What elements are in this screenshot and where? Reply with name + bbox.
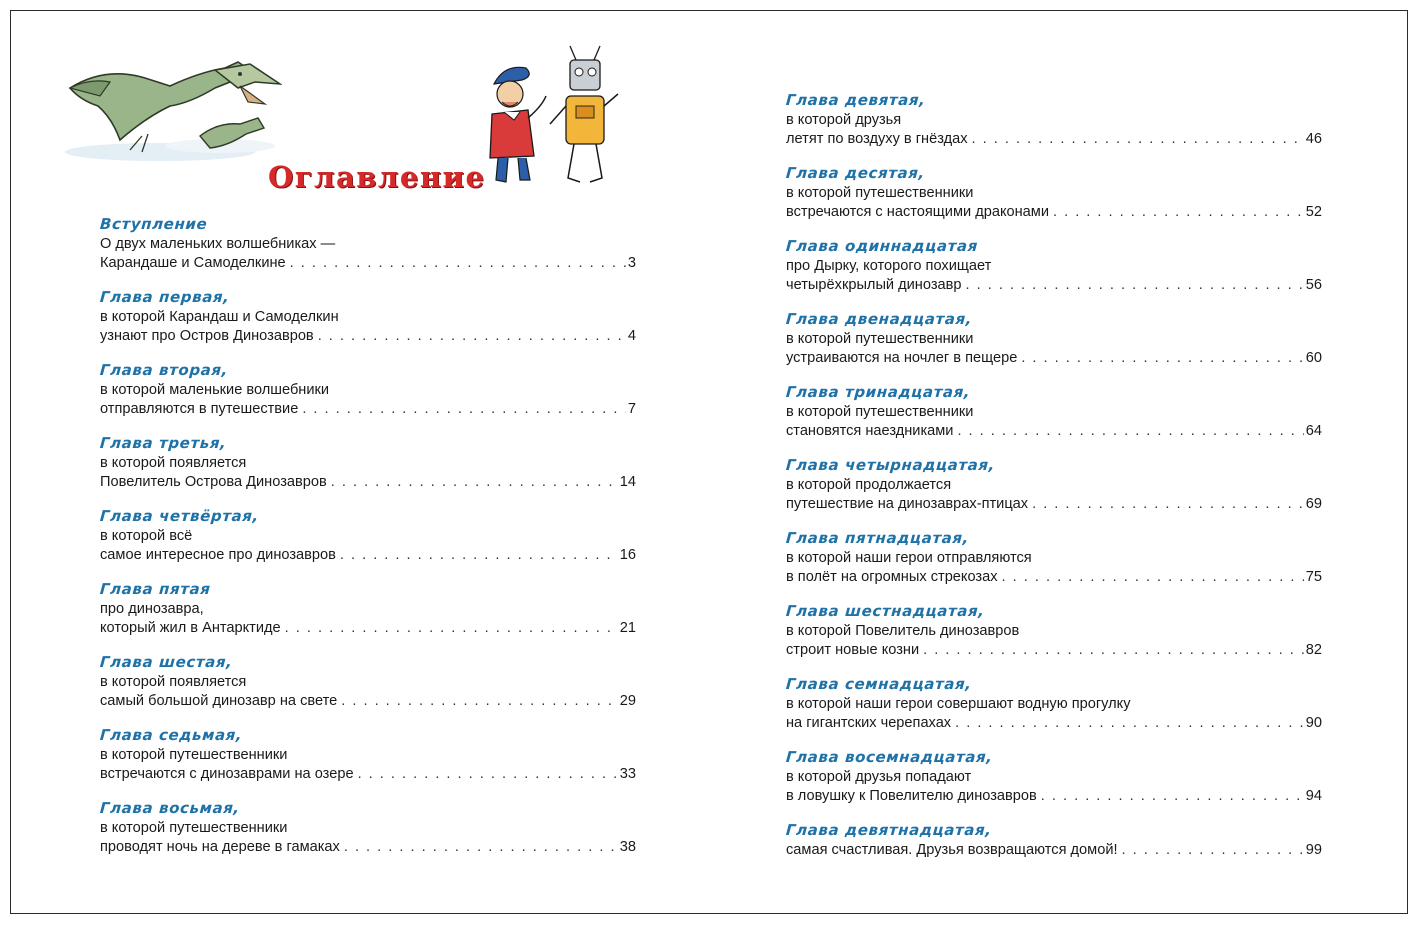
chapter-subtitle-text: Карандаше и Самоделкине: [100, 255, 286, 271]
page-number: 69: [1305, 496, 1322, 512]
toc-entry: [100, 433, 636, 506]
dot-leader: [1021, 349, 1303, 368]
chapter-subtitle-text: летят по воздуху в гнёздах: [786, 131, 968, 147]
chapter-subtitle-last-line: [100, 765, 636, 784]
chapter-subtitle-text: отправляются в путешествие: [100, 401, 299, 417]
chapter-subtitle-line: О двух маленьких волшебниках —: [100, 236, 336, 252]
page-number: 14: [619, 474, 636, 490]
chapter-subtitle-last-line: [786, 714, 1322, 733]
chapter-subtitle-text: строит новые козни: [786, 642, 920, 658]
chapter-heading: Глава третья,: [99, 434, 228, 452]
page-number: 60: [1305, 350, 1322, 366]
chapter-subtitle-text: четырёхкрылый динозавр: [786, 277, 962, 293]
chapter-subtitle-line: в которой путешественники: [786, 404, 974, 420]
dot-leader: [957, 422, 1303, 441]
chapter-subtitle-last-line: [786, 787, 1322, 806]
chapter-subtitle-last-line: [100, 473, 636, 492]
chapter-subtitle-text: становятся наездниками: [786, 423, 954, 439]
toc-entry: [786, 382, 1322, 455]
chapter-subtitle-line: в которой наши герои отправляются: [786, 550, 1032, 566]
toc-entry: [100, 652, 636, 725]
chapter-subtitle-text: узнают про Остров Динозавров: [100, 328, 314, 344]
page-number: 64: [1305, 423, 1322, 439]
dot-leader: [318, 327, 626, 346]
chapter-heading: Глава пятнадцатая,: [785, 529, 970, 547]
dot-leader: [340, 546, 618, 565]
chapter-heading: Глава шестнадцатая,: [785, 602, 986, 620]
chapter-subtitle-line: в которой друзья попадают: [786, 769, 972, 785]
chapter-heading: Глава седьмая,: [99, 726, 243, 744]
toc-entry: [786, 90, 1322, 163]
toc-entry: [100, 725, 636, 798]
chapter-subtitle-line: в которой путешественники: [100, 820, 288, 836]
chapter-heading: Глава двенадцатая,: [785, 310, 973, 328]
dot-leader: [966, 276, 1304, 295]
chapter-subtitle-text: встречаются с настоящими драконами: [786, 204, 1049, 220]
toc-entry: [786, 820, 1322, 893]
chapter-subtitle-line: в которой наши герои совершают водную прогулку: [786, 696, 1131, 712]
dot-leader: [1041, 787, 1304, 806]
dot-leader: [1032, 495, 1304, 514]
chapter-subtitle-text: который жил в Антарктиде: [100, 620, 281, 636]
dot-leader: [358, 765, 618, 784]
chapter-subtitle-text: Повелитель Острова Динозавров: [100, 474, 327, 490]
chapter-heading: Глава четырнадцатая,: [785, 456, 996, 474]
toc-entry: [786, 601, 1322, 674]
chapter-subtitle-line: в которой появляется: [100, 455, 247, 471]
chapter-subtitle-text: в полёт на огромных стрекозах: [786, 569, 998, 585]
toc-right-column: [786, 90, 1322, 893]
toc-entry: [100, 214, 636, 287]
chapter-subtitle-last-line: [100, 327, 636, 346]
dot-leader: [955, 714, 1304, 733]
chapter-subtitle-last-line: [100, 838, 636, 857]
toc-entry: [786, 674, 1322, 747]
page-number: 94: [1305, 788, 1322, 804]
chapter-subtitle-line: в которой путешественники: [786, 185, 974, 201]
toc-entry: [100, 798, 636, 871]
chapter-subtitle-last-line: [786, 495, 1322, 514]
chapter-subtitle-last-line: [100, 692, 636, 711]
dot-leader: [1002, 568, 1304, 587]
chapter-subtitle-text: проводят ночь на дереве в гамаках: [100, 839, 340, 855]
chapter-subtitle-last-line: [786, 276, 1322, 295]
page-number: 29: [619, 693, 636, 709]
toc-entry: [786, 455, 1322, 528]
pterodactyl-illustration: [50, 48, 282, 166]
chapter-heading: Глава вторая,: [99, 361, 229, 379]
chapter-subtitle-last-line: [786, 422, 1322, 441]
dot-leader: [285, 619, 618, 638]
page-number: 46: [1305, 131, 1322, 147]
page-number: 99: [1305, 842, 1322, 858]
karandash-samodelkin-illustration: [484, 44, 622, 190]
chapter-subtitle-line: в которой друзья: [786, 112, 902, 128]
dot-leader: [302, 400, 626, 419]
page-number: 82: [1305, 642, 1322, 658]
chapter-subtitle-last-line: [786, 641, 1322, 660]
chapter-subtitle-line: в которой путешественники: [100, 747, 288, 763]
toc-entry: [786, 236, 1322, 309]
chapter-heading: Глава четвёртая,: [99, 507, 260, 525]
chapter-subtitle-text: путешествие на динозаврах-птицах: [786, 496, 1029, 512]
chapter-subtitle-text: встречаются с динозаврами на озере: [100, 766, 354, 782]
chapter-subtitle-line: в которой продолжается: [786, 477, 952, 493]
chapter-subtitle-text: самая счастливая. Друзья возвращаются домой!: [786, 842, 1118, 858]
chapter-subtitle-line: в которой появляется: [100, 674, 247, 690]
dot-leader: [341, 692, 618, 711]
chapter-subtitle-line: в которой маленькие волшебники: [100, 382, 330, 398]
dot-leader: [972, 130, 1304, 149]
page-number: 4: [627, 328, 636, 344]
chapter-heading: Глава семнадцатая,: [785, 675, 973, 693]
page-number: 3: [627, 255, 636, 271]
toc-entry: [786, 309, 1322, 382]
chapter-subtitle-text: в ловушку к Повелителю динозавров: [786, 788, 1037, 804]
chapter-heading: Глава первая,: [99, 288, 231, 306]
toc-left-column: [100, 214, 636, 871]
dot-leader: [1122, 841, 1304, 860]
page-number: 38: [619, 839, 636, 855]
chapter-heading: Глава пятая: [99, 580, 212, 598]
chapter-subtitle-text: на гигантских черепахах: [786, 715, 952, 731]
toc-entry: [100, 579, 636, 652]
dot-leader: [290, 254, 626, 273]
chapter-heading: Глава девятнадцатая,: [785, 821, 993, 839]
page-number: 33: [619, 766, 636, 782]
chapter-heading: Вступление: [99, 215, 209, 233]
chapter-subtitle-text: устраиваются на ночлег в пещере: [786, 350, 1018, 366]
chapter-heading: Глава десятая,: [785, 164, 926, 182]
dot-leader: [344, 838, 618, 857]
page-number: 75: [1305, 569, 1322, 585]
chapter-subtitle-line: в которой путешественники: [786, 331, 974, 347]
chapter-heading: Глава восьмая,: [99, 799, 241, 817]
chapter-heading: Глава тринадцатая,: [785, 383, 971, 401]
chapter-subtitle-last-line: [786, 568, 1322, 587]
toc-entry: [100, 506, 636, 579]
chapter-subtitle-text: самый большой динозавр на свете: [100, 693, 338, 709]
chapter-subtitle-last-line: [786, 349, 1322, 368]
toc-entry: [100, 360, 636, 433]
page-title: Оглавление: [268, 160, 486, 194]
dot-leader: [923, 641, 1304, 660]
chapter-subtitle-last-line: [100, 546, 636, 565]
page-number: 90: [1305, 715, 1322, 731]
page-number: 56: [1305, 277, 1322, 293]
dot-leader: [331, 473, 618, 492]
chapter-subtitle-line: в которой всё: [100, 528, 193, 544]
chapter-subtitle-line: про динозавра,: [100, 601, 204, 617]
chapter-subtitle-last-line: [786, 841, 1322, 860]
chapter-subtitle-line: в которой Карандаш и Самоделкин: [100, 309, 339, 325]
dot-leader: [1053, 203, 1304, 222]
chapter-subtitle-last-line: [100, 619, 636, 638]
chapter-subtitle-last-line: [786, 203, 1322, 222]
chapter-subtitle-last-line: [786, 130, 1322, 149]
chapter-subtitle-line: в которой Повелитель динозавров: [786, 623, 1020, 639]
chapter-subtitle-last-line: [100, 254, 636, 273]
chapter-subtitle-line: про Дырку, которого похищает: [786, 258, 992, 274]
toc-entry: [786, 163, 1322, 236]
chapter-heading: Глава одиннадцатая: [785, 237, 979, 255]
page-number: 52: [1305, 204, 1322, 220]
chapter-subtitle-last-line: [100, 400, 636, 419]
chapter-heading: Глава восемнадцатая,: [785, 748, 994, 766]
toc-entry: [786, 528, 1322, 601]
chapter-subtitle-text: самое интересное про динозавров: [100, 547, 336, 563]
chapter-heading: Глава девятая,: [785, 91, 927, 109]
toc-entry: [100, 287, 636, 360]
toc-entry: [786, 747, 1322, 820]
page-number: 16: [619, 547, 636, 563]
chapter-heading: Глава шестая,: [99, 653, 234, 671]
page-number: 21: [619, 620, 636, 636]
page-number: 7: [627, 401, 636, 417]
